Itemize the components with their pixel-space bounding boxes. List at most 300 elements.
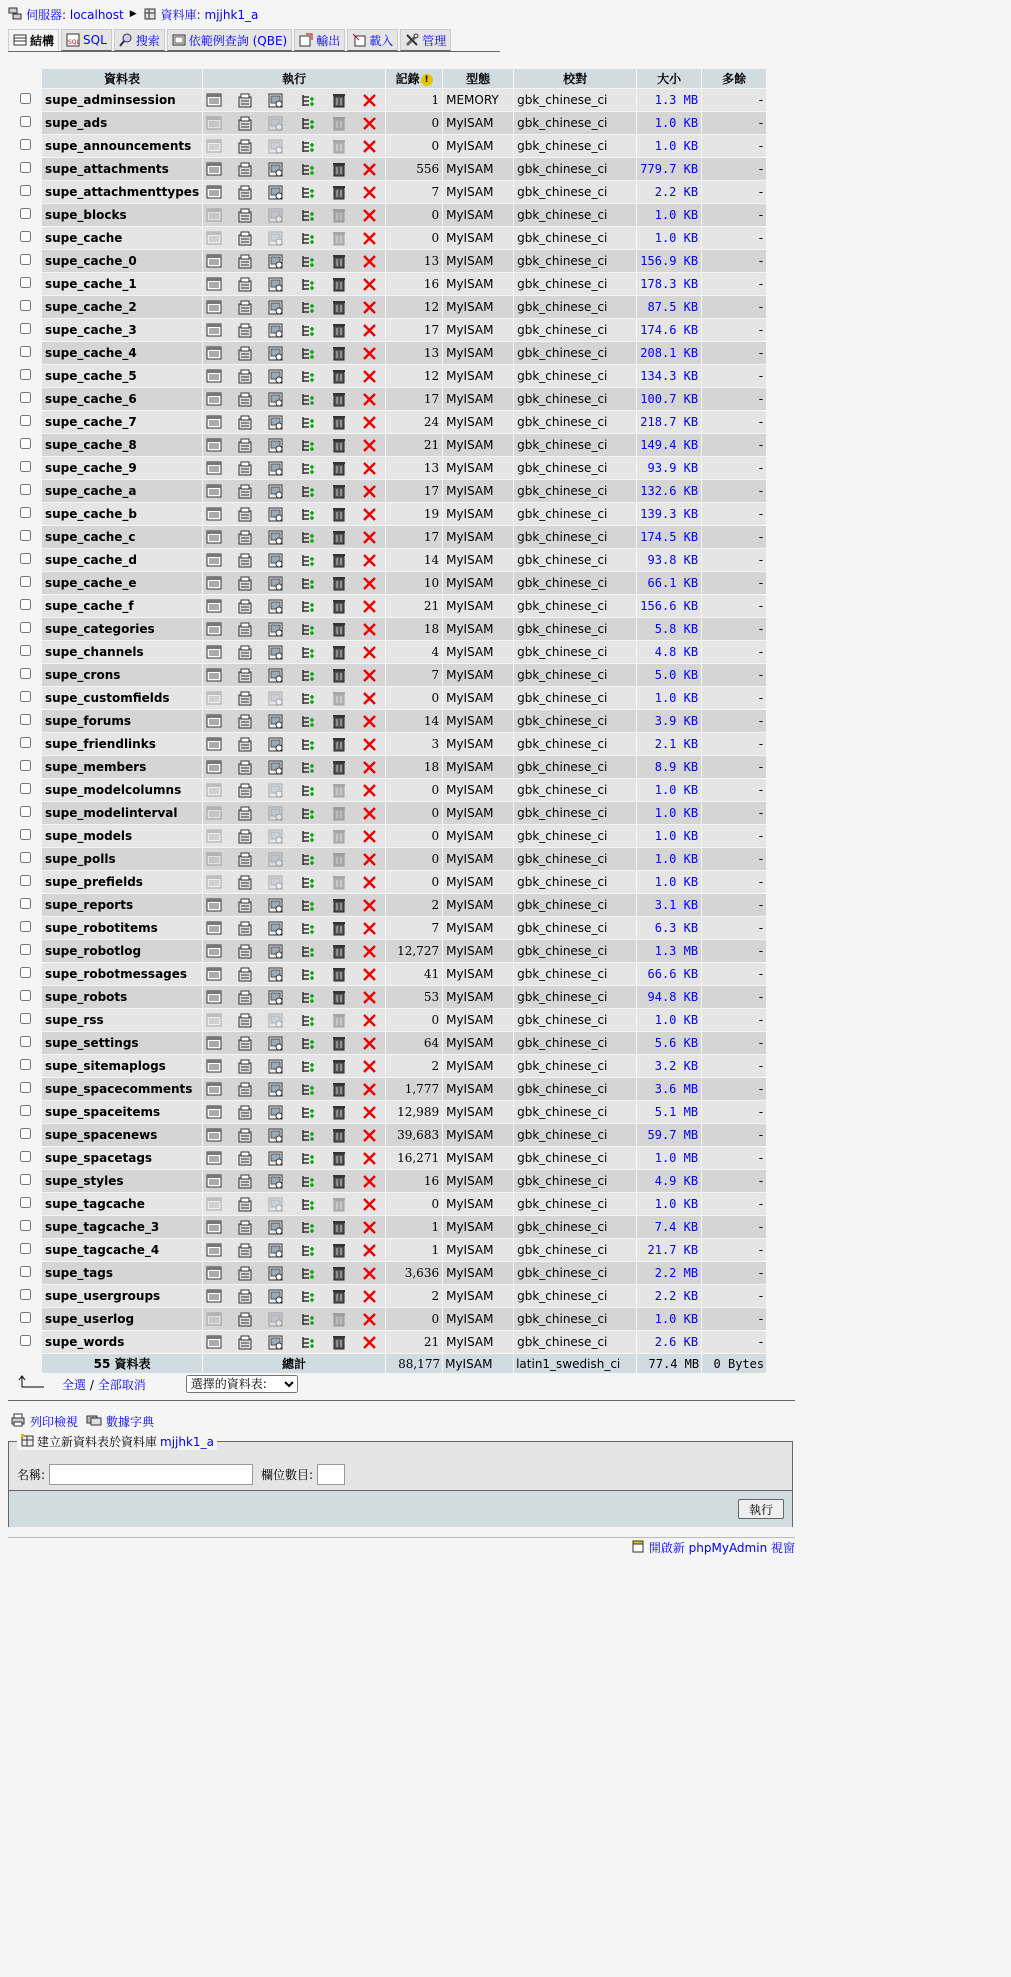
- table-name[interactable]: supe_cache_2: [42, 296, 202, 318]
- search-icon[interactable]: [268, 300, 284, 315]
- empty-icon[interactable]: [331, 507, 347, 522]
- empty-icon[interactable]: [331, 1151, 347, 1166]
- structure-icon[interactable]: [237, 507, 253, 522]
- empty-icon[interactable]: [331, 300, 347, 315]
- empty-icon[interactable]: [331, 1335, 347, 1350]
- drop-icon[interactable]: [362, 1174, 378, 1189]
- drop-icon[interactable]: [362, 277, 378, 292]
- table-size[interactable]: 1.0 KB: [637, 112, 701, 134]
- structure-icon[interactable]: [237, 231, 253, 246]
- row-checkbox[interactable]: [20, 806, 31, 817]
- drop-icon[interactable]: [362, 691, 378, 706]
- search-icon[interactable]: [268, 944, 284, 959]
- empty-icon[interactable]: [331, 1197, 347, 1212]
- table-size[interactable]: 100.7 KB: [637, 388, 701, 410]
- browse-icon[interactable]: [206, 1128, 222, 1143]
- insert-icon[interactable]: [300, 461, 316, 476]
- structure-icon[interactable]: [237, 553, 253, 568]
- empty-icon[interactable]: [331, 415, 347, 430]
- empty-icon[interactable]: [331, 645, 347, 660]
- table-size[interactable]: 1.0 KB: [637, 227, 701, 249]
- insert-icon[interactable]: [300, 1266, 316, 1281]
- browse-icon[interactable]: [206, 760, 222, 775]
- row-checkbox[interactable]: [20, 254, 31, 265]
- browse-icon[interactable]: [206, 1312, 222, 1327]
- browse-icon[interactable]: [206, 576, 222, 591]
- empty-icon[interactable]: [331, 1128, 347, 1143]
- table-name[interactable]: supe_styles: [42, 1170, 202, 1192]
- search-icon[interactable]: [268, 599, 284, 614]
- table-size[interactable]: 7.4 KB: [637, 1216, 701, 1238]
- drop-icon[interactable]: [362, 806, 378, 821]
- row-checkbox[interactable]: [20, 415, 31, 426]
- insert-icon[interactable]: [300, 645, 316, 660]
- search-icon[interactable]: [268, 1197, 284, 1212]
- table-name[interactable]: supe_spacecomments: [42, 1078, 202, 1100]
- insert-icon[interactable]: [300, 1289, 316, 1304]
- browse-icon[interactable]: [206, 714, 222, 729]
- insert-icon[interactable]: [300, 760, 316, 775]
- structure-icon[interactable]: [237, 484, 253, 499]
- row-checkbox[interactable]: [20, 990, 31, 1001]
- drop-icon[interactable]: [362, 1220, 378, 1235]
- table-name[interactable]: supe_cache_c: [42, 526, 202, 548]
- empty-icon[interactable]: [331, 208, 347, 223]
- row-checkbox[interactable]: [20, 277, 31, 288]
- browse-icon[interactable]: [206, 300, 222, 315]
- table-name[interactable]: supe_cache_0: [42, 250, 202, 272]
- table-size[interactable]: 8.9 KB: [637, 756, 701, 778]
- insert-icon[interactable]: [300, 93, 316, 108]
- structure-icon[interactable]: [237, 1036, 253, 1051]
- search-icon[interactable]: [268, 530, 284, 545]
- row-checkbox[interactable]: [20, 898, 31, 909]
- row-checkbox[interactable]: [20, 1266, 31, 1277]
- empty-icon[interactable]: [331, 1243, 347, 1258]
- table-name[interactable]: supe_friendlinks: [42, 733, 202, 755]
- search-icon[interactable]: [268, 369, 284, 384]
- drop-icon[interactable]: [362, 231, 378, 246]
- search-icon[interactable]: [268, 1151, 284, 1166]
- table-size[interactable]: 5.0 KB: [637, 664, 701, 686]
- table-name[interactable]: supe_announcements: [42, 135, 202, 157]
- drop-icon[interactable]: [362, 737, 378, 752]
- insert-icon[interactable]: [300, 714, 316, 729]
- table-size[interactable]: 3.2 KB: [637, 1055, 701, 1077]
- create-table-go-button[interactable]: 執行: [738, 1499, 784, 1519]
- table-size[interactable]: 1.0 KB: [637, 779, 701, 801]
- drop-icon[interactable]: [362, 162, 378, 177]
- search-icon[interactable]: [268, 1013, 284, 1028]
- browse-icon[interactable]: [206, 622, 222, 637]
- drop-icon[interactable]: [362, 553, 378, 568]
- header-records[interactable]: 記錄 !: [386, 69, 442, 88]
- browse-icon[interactable]: [206, 415, 222, 430]
- drop-icon[interactable]: [362, 1197, 378, 1212]
- row-checkbox[interactable]: [20, 714, 31, 725]
- browse-icon[interactable]: [206, 829, 222, 844]
- browse-icon[interactable]: [206, 392, 222, 407]
- browse-icon[interactable]: [206, 967, 222, 982]
- search-icon[interactable]: [268, 231, 284, 246]
- browse-icon[interactable]: [206, 277, 222, 292]
- table-name[interactable]: supe_tagcache_4: [42, 1239, 202, 1261]
- insert-icon[interactable]: [300, 898, 316, 913]
- table-name[interactable]: supe_adminsession: [42, 89, 202, 111]
- insert-icon[interactable]: [300, 599, 316, 614]
- row-checkbox[interactable]: [20, 599, 31, 610]
- insert-icon[interactable]: [300, 576, 316, 591]
- browse-icon[interactable]: [206, 668, 222, 683]
- search-icon[interactable]: [268, 1335, 284, 1350]
- search-icon[interactable]: [268, 208, 284, 223]
- search-icon[interactable]: [268, 783, 284, 798]
- row-checkbox[interactable]: [20, 1335, 31, 1346]
- drop-icon[interactable]: [362, 875, 378, 890]
- browse-icon[interactable]: [206, 921, 222, 936]
- table-size[interactable]: 21.7 KB: [637, 1239, 701, 1261]
- insert-icon[interactable]: [300, 1312, 316, 1327]
- structure-icon[interactable]: [237, 139, 253, 154]
- search-icon[interactable]: [268, 1266, 284, 1281]
- row-checkbox[interactable]: [20, 1243, 31, 1254]
- table-name[interactable]: supe_cache_b: [42, 503, 202, 525]
- drop-icon[interactable]: [362, 323, 378, 338]
- insert-icon[interactable]: [300, 691, 316, 706]
- structure-icon[interactable]: [237, 760, 253, 775]
- browse-icon[interactable]: [206, 484, 222, 499]
- browse-icon[interactable]: [206, 461, 222, 476]
- structure-icon[interactable]: [237, 1174, 253, 1189]
- row-checkbox[interactable]: [20, 530, 31, 541]
- drop-icon[interactable]: [362, 1105, 378, 1120]
- browse-icon[interactable]: [206, 208, 222, 223]
- search-icon[interactable]: [268, 898, 284, 913]
- drop-icon[interactable]: [362, 1059, 378, 1074]
- drop-icon[interactable]: [362, 1335, 378, 1350]
- empty-icon[interactable]: [331, 668, 347, 683]
- drop-icon[interactable]: [362, 116, 378, 131]
- server-link[interactable]: 伺服器: localhost: [26, 7, 124, 22]
- structure-icon[interactable]: [237, 1105, 253, 1120]
- row-checkbox[interactable]: [20, 645, 31, 656]
- browse-icon[interactable]: [206, 369, 222, 384]
- structure-icon[interactable]: [237, 369, 253, 384]
- table-size[interactable]: 5.8 KB: [637, 618, 701, 640]
- table-name[interactable]: supe_usergroups: [42, 1285, 202, 1307]
- table-name[interactable]: supe_attachments: [42, 158, 202, 180]
- drop-icon[interactable]: [362, 530, 378, 545]
- search-icon[interactable]: [268, 1174, 284, 1189]
- browse-icon[interactable]: [206, 783, 222, 798]
- structure-icon[interactable]: [237, 783, 253, 798]
- structure-icon[interactable]: [237, 990, 253, 1005]
- browse-icon[interactable]: [206, 1266, 222, 1281]
- row-checkbox[interactable]: [20, 139, 31, 150]
- row-checkbox[interactable]: [20, 1220, 31, 1231]
- search-icon[interactable]: [268, 737, 284, 752]
- browse-icon[interactable]: [206, 1036, 222, 1051]
- insert-icon[interactable]: [300, 875, 316, 890]
- table-name[interactable]: supe_prefields: [42, 871, 202, 893]
- search-icon[interactable]: [268, 1243, 284, 1258]
- empty-icon[interactable]: [331, 484, 347, 499]
- structure-icon[interactable]: [237, 438, 253, 453]
- search-icon[interactable]: [268, 484, 284, 499]
- insert-icon[interactable]: [300, 1174, 316, 1189]
- table-name[interactable]: supe_tagcache: [42, 1193, 202, 1215]
- table-size[interactable]: 59.7 MB: [637, 1124, 701, 1146]
- insert-icon[interactable]: [300, 438, 316, 453]
- table-name[interactable]: supe_models: [42, 825, 202, 847]
- table-name[interactable]: supe_robots: [42, 986, 202, 1008]
- empty-icon[interactable]: [331, 438, 347, 453]
- table-name[interactable]: supe_settings: [42, 1032, 202, 1054]
- table-name[interactable]: supe_modelcolumns: [42, 779, 202, 801]
- browse-icon[interactable]: [206, 139, 222, 154]
- table-size[interactable]: 134.3 KB: [637, 365, 701, 387]
- empty-icon[interactable]: [331, 553, 347, 568]
- structure-icon[interactable]: [237, 622, 253, 637]
- browse-icon[interactable]: [206, 737, 222, 752]
- drop-icon[interactable]: [362, 622, 378, 637]
- insert-icon[interactable]: [300, 300, 316, 315]
- row-checkbox[interactable]: [20, 369, 31, 380]
- insert-icon[interactable]: [300, 852, 316, 867]
- search-icon[interactable]: [268, 1036, 284, 1051]
- structure-icon[interactable]: [237, 1082, 253, 1097]
- structure-icon[interactable]: [237, 116, 253, 131]
- tab-search[interactable]: [114, 29, 165, 51]
- drop-icon[interactable]: [362, 507, 378, 522]
- tab-query[interactable]: [167, 29, 292, 51]
- structure-icon[interactable]: [237, 300, 253, 315]
- insert-icon[interactable]: [300, 990, 316, 1005]
- database-link[interactable]: 資料庫: mjjhk1_a: [160, 7, 259, 22]
- drop-icon[interactable]: [362, 1151, 378, 1166]
- search-icon[interactable]: [268, 346, 284, 361]
- empty-icon[interactable]: [331, 737, 347, 752]
- table-name[interactable]: supe_cache_4: [42, 342, 202, 364]
- table-size[interactable]: 1.0 KB: [637, 871, 701, 893]
- create-table-db-link[interactable]: mjjhk1_a: [160, 1434, 214, 1449]
- table-name[interactable]: supe_crons: [42, 664, 202, 686]
- table-size[interactable]: 1.0 KB: [637, 848, 701, 870]
- table-name[interactable]: supe_blocks: [42, 204, 202, 226]
- browse-icon[interactable]: [206, 1197, 222, 1212]
- search-icon[interactable]: [268, 576, 284, 591]
- table-name[interactable]: supe_cache: [42, 227, 202, 249]
- table-size[interactable]: 3.6 MB: [637, 1078, 701, 1100]
- empty-icon[interactable]: [331, 691, 347, 706]
- browse-icon[interactable]: [206, 231, 222, 246]
- table-name[interactable]: supe_polls: [42, 848, 202, 870]
- drop-icon[interactable]: [362, 461, 378, 476]
- search-icon[interactable]: [268, 645, 284, 660]
- row-checkbox[interactable]: [20, 93, 31, 104]
- empty-icon[interactable]: [331, 392, 347, 407]
- insert-icon[interactable]: [300, 1220, 316, 1235]
- table-size[interactable]: 2.2 KB: [637, 1285, 701, 1307]
- search-icon[interactable]: [268, 668, 284, 683]
- empty-icon[interactable]: [331, 530, 347, 545]
- structure-icon[interactable]: [237, 323, 253, 338]
- search-icon[interactable]: [268, 714, 284, 729]
- row-checkbox[interactable]: [20, 783, 31, 794]
- drop-icon[interactable]: [362, 714, 378, 729]
- empty-icon[interactable]: [331, 967, 347, 982]
- table-size[interactable]: 149.4 KB: [637, 434, 701, 456]
- structure-icon[interactable]: [237, 1289, 253, 1304]
- drop-icon[interactable]: [362, 1266, 378, 1281]
- insert-icon[interactable]: [300, 254, 316, 269]
- structure-icon[interactable]: [237, 346, 253, 361]
- insert-icon[interactable]: [300, 737, 316, 752]
- table-name[interactable]: supe_sitemaplogs: [42, 1055, 202, 1077]
- row-checkbox[interactable]: [20, 231, 31, 242]
- table-name[interactable]: supe_modelinterval: [42, 802, 202, 824]
- insert-icon[interactable]: [300, 921, 316, 936]
- structure-icon[interactable]: [237, 254, 253, 269]
- browse-icon[interactable]: [206, 116, 222, 131]
- row-checkbox[interactable]: [20, 323, 31, 334]
- drop-icon[interactable]: [362, 967, 378, 982]
- browse-icon[interactable]: [206, 1059, 222, 1074]
- browse-icon[interactable]: [206, 990, 222, 1005]
- insert-icon[interactable]: [300, 277, 316, 292]
- search-icon[interactable]: [268, 760, 284, 775]
- structure-icon[interactable]: [237, 1151, 253, 1166]
- table-name[interactable]: supe_spacenews: [42, 1124, 202, 1146]
- insert-icon[interactable]: [300, 1105, 316, 1120]
- table-size[interactable]: 1.0 KB: [637, 135, 701, 157]
- table-size[interactable]: 1.0 KB: [637, 1193, 701, 1215]
- table-size[interactable]: 94.8 KB: [637, 986, 701, 1008]
- browse-icon[interactable]: [206, 852, 222, 867]
- drop-icon[interactable]: [362, 93, 378, 108]
- structure-icon[interactable]: [237, 1128, 253, 1143]
- row-checkbox[interactable]: [20, 438, 31, 449]
- table-size[interactable]: 1.0 KB: [637, 1308, 701, 1330]
- empty-icon[interactable]: [331, 139, 347, 154]
- header-overhead[interactable]: 多餘: [702, 69, 766, 88]
- table-size[interactable]: 3.9 KB: [637, 710, 701, 732]
- drop-icon[interactable]: [362, 438, 378, 453]
- table-size[interactable]: 93.9 KB: [637, 457, 701, 479]
- table-size[interactable]: 2.2 KB: [637, 181, 701, 203]
- table-size[interactable]: 4.8 KB: [637, 641, 701, 663]
- drop-icon[interactable]: [362, 369, 378, 384]
- search-icon[interactable]: [268, 921, 284, 936]
- empty-icon[interactable]: [331, 231, 347, 246]
- row-checkbox[interactable]: [20, 553, 31, 564]
- empty-icon[interactable]: [331, 461, 347, 476]
- table-size[interactable]: 1.0 KB: [637, 1009, 701, 1031]
- table-size[interactable]: 156.9 KB: [637, 250, 701, 272]
- structure-icon[interactable]: [237, 162, 253, 177]
- browse-icon[interactable]: [206, 645, 222, 660]
- table-size[interactable]: 1.0 KB: [637, 802, 701, 824]
- table-size[interactable]: 1.0 MB: [637, 1147, 701, 1169]
- insert-icon[interactable]: [300, 1128, 316, 1143]
- insert-icon[interactable]: [300, 116, 316, 131]
- structure-icon[interactable]: [237, 461, 253, 476]
- table-name[interactable]: supe_cache_5: [42, 365, 202, 387]
- search-icon[interactable]: [268, 806, 284, 821]
- search-icon[interactable]: [268, 392, 284, 407]
- browse-icon[interactable]: [206, 323, 222, 338]
- empty-icon[interactable]: [331, 346, 347, 361]
- structure-icon[interactable]: [237, 208, 253, 223]
- row-checkbox[interactable]: [20, 875, 31, 886]
- browse-icon[interactable]: [206, 1013, 222, 1028]
- drop-icon[interactable]: [362, 484, 378, 499]
- browse-icon[interactable]: [206, 875, 222, 890]
- search-icon[interactable]: [268, 852, 284, 867]
- empty-icon[interactable]: [331, 875, 347, 890]
- browse-icon[interactable]: [206, 507, 222, 522]
- header-table-name[interactable]: 資料表: [42, 69, 202, 88]
- browse-icon[interactable]: [206, 944, 222, 959]
- browse-icon[interactable]: [206, 806, 222, 821]
- row-checkbox[interactable]: [20, 1174, 31, 1185]
- drop-icon[interactable]: [362, 185, 378, 200]
- empty-icon[interactable]: [331, 1289, 347, 1304]
- tab-export[interactable]: [294, 29, 345, 51]
- row-checkbox[interactable]: [20, 1128, 31, 1139]
- insert-icon[interactable]: [300, 484, 316, 499]
- insert-icon[interactable]: [300, 139, 316, 154]
- table-name[interactable]: supe_cache_8: [42, 434, 202, 456]
- insert-icon[interactable]: [300, 185, 316, 200]
- drop-icon[interactable]: [362, 1289, 378, 1304]
- table-size[interactable]: 5.6 KB: [637, 1032, 701, 1054]
- search-icon[interactable]: [268, 1128, 284, 1143]
- structure-icon[interactable]: [237, 530, 253, 545]
- insert-icon[interactable]: [300, 1059, 316, 1074]
- row-checkbox[interactable]: [20, 921, 31, 932]
- insert-icon[interactable]: [300, 392, 316, 407]
- table-size[interactable]: 1.3 MB: [637, 940, 701, 962]
- header-collation[interactable]: 校對: [514, 69, 636, 88]
- header-type[interactable]: 型態: [443, 69, 513, 88]
- insert-icon[interactable]: [300, 553, 316, 568]
- table-name[interactable]: supe_cache_e: [42, 572, 202, 594]
- browse-icon[interactable]: [206, 1174, 222, 1189]
- structure-icon[interactable]: [237, 806, 253, 821]
- row-checkbox[interactable]: [20, 162, 31, 173]
- insert-icon[interactable]: [300, 967, 316, 982]
- browse-icon[interactable]: [206, 1243, 222, 1258]
- table-name[interactable]: supe_channels: [42, 641, 202, 663]
- row-checkbox[interactable]: [20, 829, 31, 840]
- tab-operations[interactable]: [400, 29, 451, 51]
- table-size[interactable]: 1.0 KB: [637, 204, 701, 226]
- search-icon[interactable]: [268, 967, 284, 982]
- browse-icon[interactable]: [206, 162, 222, 177]
- search-icon[interactable]: [268, 185, 284, 200]
- table-name[interactable]: supe_tags: [42, 1262, 202, 1284]
- structure-icon[interactable]: [237, 898, 253, 913]
- search-icon[interactable]: [268, 990, 284, 1005]
- row-checkbox[interactable]: [20, 208, 31, 219]
- structure-icon[interactable]: [237, 1197, 253, 1212]
- search-icon[interactable]: [268, 415, 284, 430]
- drop-icon[interactable]: [362, 599, 378, 614]
- search-icon[interactable]: [268, 323, 284, 338]
- table-name[interactable]: supe_spacetags: [42, 1147, 202, 1169]
- drop-icon[interactable]: [362, 1243, 378, 1258]
